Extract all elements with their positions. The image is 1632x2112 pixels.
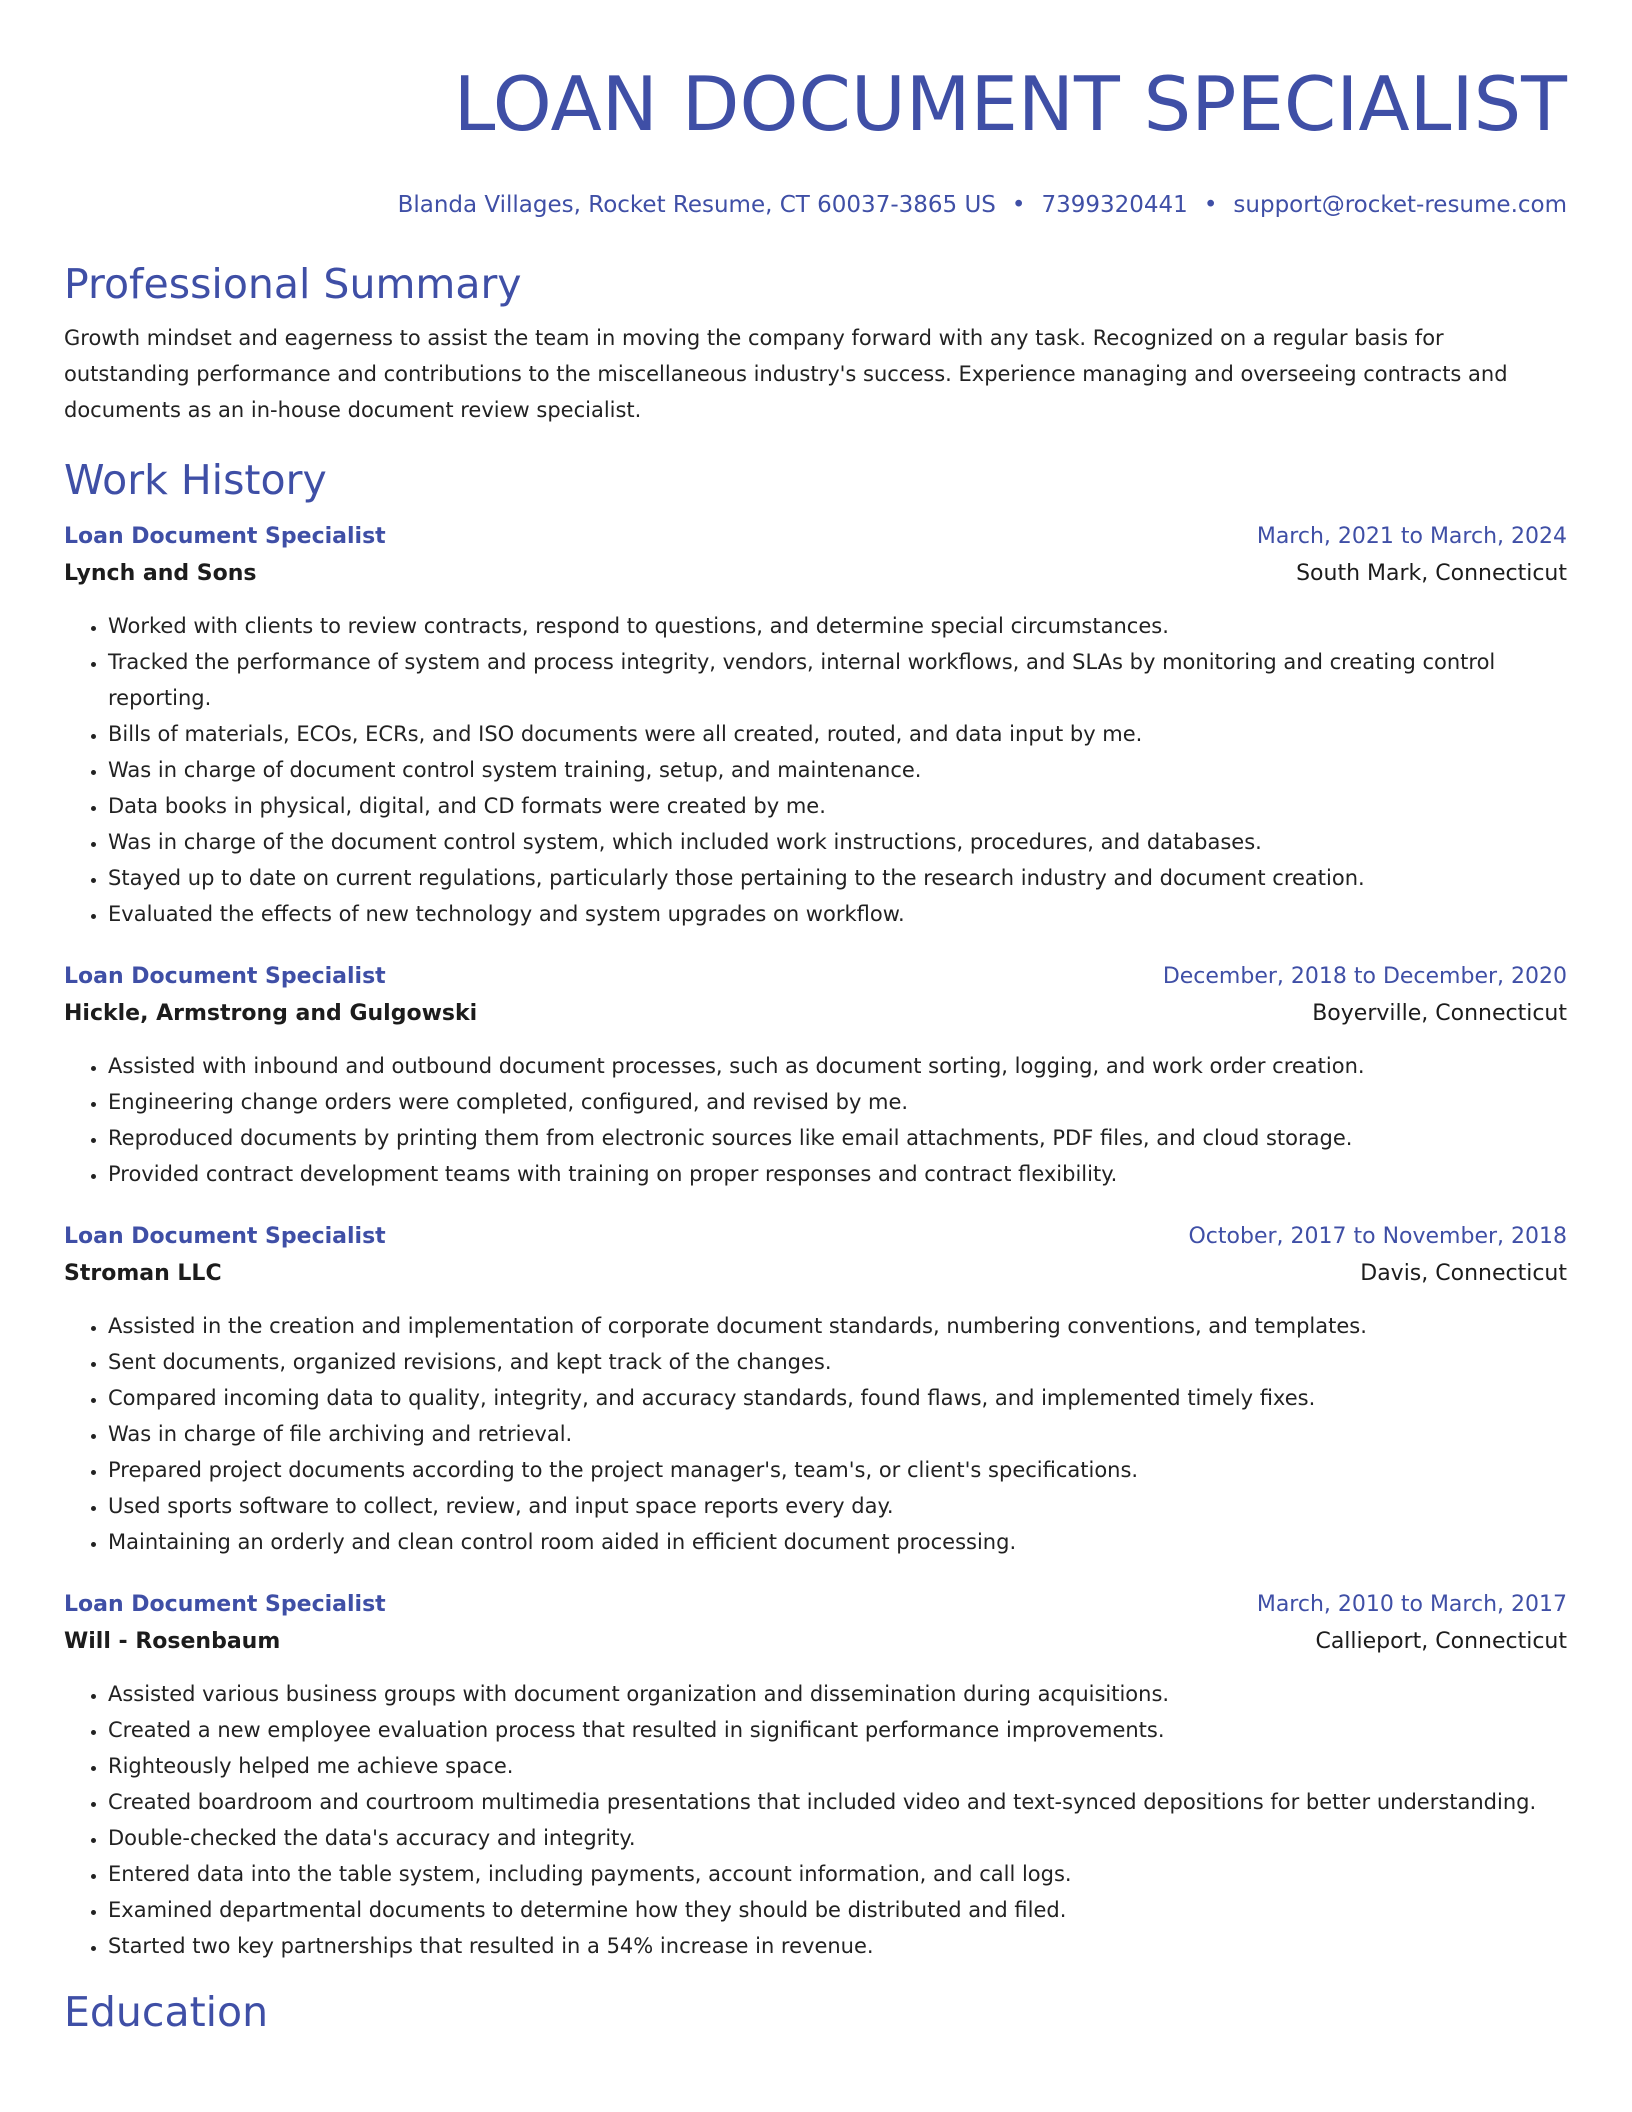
section-title-education: Education — [64, 1988, 269, 2036]
job-bullet: • Created boardroom and courtroom multimedia presentations that included video and text-synced depositions for better understanding. — [108, 1784, 1567, 1820]
job-location: Callieport, Connecticut — [1315, 1629, 1567, 1654]
job-header-row — [64, 1588, 1567, 1622]
job-bullet: • Examined departmental documents to determine how they should be distributed and filed. — [108, 1892, 1567, 1928]
job-bullet: • Sent documents, organized revisions, and kept track of the changes. — [108, 1344, 1567, 1380]
contact-separator: • — [1011, 192, 1026, 218]
job-company-row — [64, 1622, 1567, 1662]
job-title: Loan Document Specialist — [64, 524, 386, 549]
job-bullet: • Engineering change orders were completed, configured, and revised by me. — [108, 1084, 1567, 1120]
job-bullet: • Bills of materials, ECOs, ECRs, and ISO documents were all created, routed, and data input by me. — [108, 716, 1567, 752]
job-location: Davis, Connecticut — [1360, 1261, 1567, 1286]
job-company: Hickle, Armstrong and Gulgowski — [64, 1001, 478, 1026]
job-entry — [64, 1220, 1567, 1560]
job-company: Will - Rosenbaum — [64, 1629, 281, 1654]
job-bullet: • Provided contract development teams with training on proper responses and contract flexibility. — [108, 1156, 1567, 1192]
job-location: Boyerville, Connecticut — [1312, 1001, 1567, 1026]
job-bullet: • Assisted with inbound and outbound document processes, such as document sorting, logging, and work order creation. — [108, 1048, 1567, 1084]
section-title-summary: Professional Summary — [64, 260, 522, 308]
job-company-row — [64, 554, 1567, 594]
job-bullet: • Started two key partnerships that resulted in a 54% increase in revenue. — [108, 1928, 1567, 1964]
job-company: Lynch and Sons — [64, 561, 257, 586]
contact-email[interactable]: support@rocket-resume.com — [1233, 192, 1567, 218]
job-dates: December, 2018 to December, 2020 — [1162, 964, 1567, 989]
job-header-row — [64, 1220, 1567, 1254]
job-entry — [64, 520, 1567, 932]
section-title-work-history: Work History — [64, 456, 327, 504]
job-company-row — [64, 1254, 1567, 1294]
job-bullet: • Assisted various business groups with document organization and dissemination during acquisitions. — [108, 1676, 1567, 1712]
job-bullet: • Assisted in the creation and implementation of corporate document standards, numbering conventions, and templates. — [108, 1308, 1567, 1344]
job-entry — [64, 1588, 1567, 1964]
job-bullet-list — [64, 1308, 1567, 1560]
job-dates: October, 2017 to November, 2018 — [1188, 1224, 1567, 1249]
job-bullet: • Created a new employee evaluation process that resulted in significant performance improvements. — [108, 1712, 1567, 1748]
job-bullet: • Tracked the performance of system and process integrity, vendors, internal workflows, and SLAs by monitoring and creating control reporting. — [108, 644, 1567, 716]
job-entry — [64, 960, 1567, 1192]
job-bullet: • Evaluated the effects of new technology and system upgrades on workflow. — [108, 896, 1567, 932]
job-title: Loan Document Specialist — [64, 964, 386, 989]
work-history-list — [64, 520, 1567, 1964]
job-location: South Mark, Connecticut — [1296, 561, 1567, 586]
job-header-row — [64, 960, 1567, 994]
job-bullet: • Double-checked the data's accuracy and integrity. — [108, 1820, 1567, 1856]
job-dates: March, 2010 to March, 2017 — [1256, 1592, 1567, 1617]
job-bullet-list — [64, 1676, 1567, 1964]
job-bullet: • Was in charge of the document control system, which included work instructions, procedures, and databases. — [108, 824, 1567, 860]
resume-page — [64, 0, 1567, 2038]
job-bullet: • Maintaining an orderly and clean control room aided in efficient document processing. — [108, 1524, 1567, 1560]
job-company-row — [64, 994, 1567, 1034]
contact-phone: 7399320441 — [1041, 192, 1188, 218]
job-company: Stroman LLC — [64, 1261, 222, 1286]
job-bullet: • Was in charge of file archiving and retrieval. — [108, 1416, 1567, 1452]
job-bullet: • Data books in physical, digital, and CD formats were created by me. — [108, 788, 1567, 824]
job-bullet: • Entered data into the table system, including payments, account information, and call logs. — [108, 1856, 1567, 1892]
resume-name: LOAN DOCUMENT SPECIALIST — [453, 60, 1567, 148]
contact-separator: • — [1203, 192, 1218, 218]
job-bullet: • Used sports software to collect, review, and input space reports every day. — [108, 1488, 1567, 1524]
summary-text: Growth mindset and eagerness to assist the team in moving the company forward with any task. Recognized on a regular basis for outstanding performance and contributions to the miscellaneous industry's success. Experience managing and overseeing contracts and documents as an in-house document review specialist. — [64, 326, 1508, 422]
job-header-row — [64, 520, 1567, 554]
job-bullet-list — [64, 608, 1567, 932]
job-bullet: • Worked with clients to review contracts, respond to questions, and determine special circumstances. — [108, 608, 1567, 644]
job-bullet: • Reproduced documents by printing them from electronic sources like email attachments, PDF files, and cloud storage. — [108, 1120, 1567, 1156]
job-bullet: • Was in charge of document control system training, setup, and maintenance. — [108, 752, 1567, 788]
job-bullet-list — [64, 1048, 1567, 1192]
job-title: Loan Document Specialist — [64, 1592, 386, 1617]
job-dates: March, 2021 to March, 2024 — [1256, 524, 1567, 549]
job-bullet: • Compared incoming data to quality, integrity, and accuracy standards, found flaws, and implemented timely fixes. — [108, 1380, 1567, 1416]
job-bullet: • Stayed up to date on current regulations, particularly those pertaining to the research industry and document creation. — [108, 860, 1567, 896]
job-title: Loan Document Specialist — [64, 1224, 386, 1249]
contact-address: Blanda Villages, Rocket Resume, CT 60037-3865 US — [397, 192, 996, 218]
job-bullet: • Righteously helped me achieve space. — [108, 1748, 1567, 1784]
contact-line — [64, 190, 1567, 220]
job-bullet: • Prepared project documents according to the project manager's, team's, or client's specifications. — [108, 1452, 1567, 1488]
